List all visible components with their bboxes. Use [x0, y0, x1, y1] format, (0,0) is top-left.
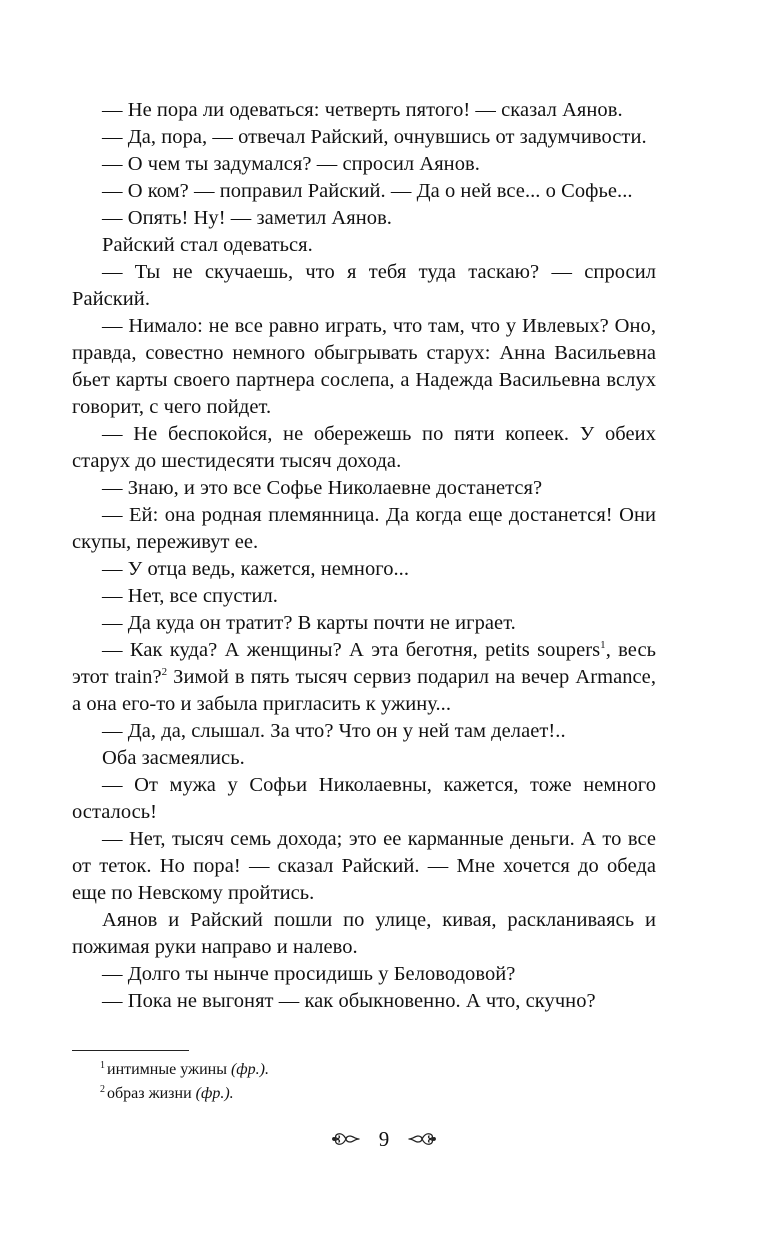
paragraph: — О чем ты задумался? — спросил Аянов. — [102, 153, 480, 175]
footnote-mark: 2 — [100, 1083, 105, 1095]
paragraph: — Да, да, слышал. За что? Что он у ней там делает!.. — [102, 720, 566, 742]
footnotes — [100, 1058, 656, 1106]
paragraph: — Долго ты нынче просидишь у Беловодовой? — [102, 963, 516, 985]
paragraph: — Нимало: не все равно играть, что там, что у Ивлевых? Оно, правда, совестно немного обыгрывать старух: Анна Васильевна бьет карты своего партнера сослепа, а Надежда Васильевна вслух говорит, с чего пойдет. — [72, 315, 656, 418]
paragraph: Райский стал одеваться. — [102, 234, 313, 256]
paragraph: — Знаю, и это все Софье Николаевне достанется? — [102, 477, 543, 499]
page-folio — [0, 1124, 768, 1154]
paragraph: — Не беспокойся, не обережешь по пяти копеек. У обеих старух до шестидесяти тысяч дохода. — [72, 423, 656, 472]
page-number: 9 — [378, 1127, 390, 1151]
ornament-right-icon — [407, 1129, 437, 1149]
footnote-ref-1: 1 — [600, 639, 606, 652]
footnote-ref-2: 2 — [161, 666, 168, 679]
footnote-source: (фр.). — [230, 1061, 269, 1078]
footnote-1 — [100, 1058, 656, 1082]
paragraph: — Опять! Ну! — заметил Аянов. — [102, 207, 392, 229]
paragraph: Аянов и Райский пошли по улице, кивая, раскланиваясь и пожимая руки направо и налево. — [72, 909, 656, 958]
paragraph: — Да, пора, — отвечал Райский, очнувшись от задумчивости. — [102, 126, 647, 148]
ornament-left-icon — [331, 1129, 361, 1149]
paragraph-text: — Как куда? А женщины? А эта беготня, petits soupers — [102, 639, 601, 661]
paragraph-text: Зимой в пять тысяч сервиз подарил на вечер Armance, а она его-то и забыла пригласить к ужину... — [72, 666, 656, 715]
paragraph: — Нет, тысяч семь дохода; это ее карманные деньги. А то все от теток. Но пора! — сказал Райский. — Мне хочется до обеда еще по Невскому пройтись. — [72, 828, 656, 904]
footnote-2 — [100, 1082, 656, 1106]
paragraph: — Пока не выгонят — как обыкновенно. А что, скучно? — [102, 990, 596, 1012]
paragraph-text: , весь этот train? — [72, 639, 656, 688]
paragraph: — У отца ведь, кажется, немного... — [102, 558, 410, 580]
footnote-text: образ жизни — [107, 1085, 192, 1102]
paragraph: — От мужа у Софьи Николаевны, кажется, тоже немного осталось! — [72, 774, 656, 823]
footnote-text: интимные ужины — [107, 1061, 227, 1078]
paragraph: — О ком? — поправил Райский. — Да о ней все... о Софье... — [102, 180, 633, 202]
paragraph: — Не пора ли одеваться: четверть пятого! — сказал Аянов. — [102, 99, 623, 121]
paragraph-with-footnotes — [72, 637, 656, 718]
paragraph: — Да куда он тратит? В карты почти не играет. — [102, 612, 516, 634]
paragraph: Оба засмеялись. — [102, 747, 245, 769]
body-text — [72, 97, 656, 1015]
paragraph: — Ты не скучаешь, что я тебя туда таскаю? — спросил Райский. — [72, 261, 656, 310]
paragraph: — Ей: она родная племянница. Да когда еще достанется! Они скупы, переживут ее. — [72, 504, 656, 553]
paragraph: — Нет, все спустил. — [102, 585, 278, 607]
footnote-source: (фр.). — [195, 1085, 234, 1102]
footnote-mark: 1 — [100, 1059, 105, 1071]
footnote-divider — [72, 1050, 189, 1051]
